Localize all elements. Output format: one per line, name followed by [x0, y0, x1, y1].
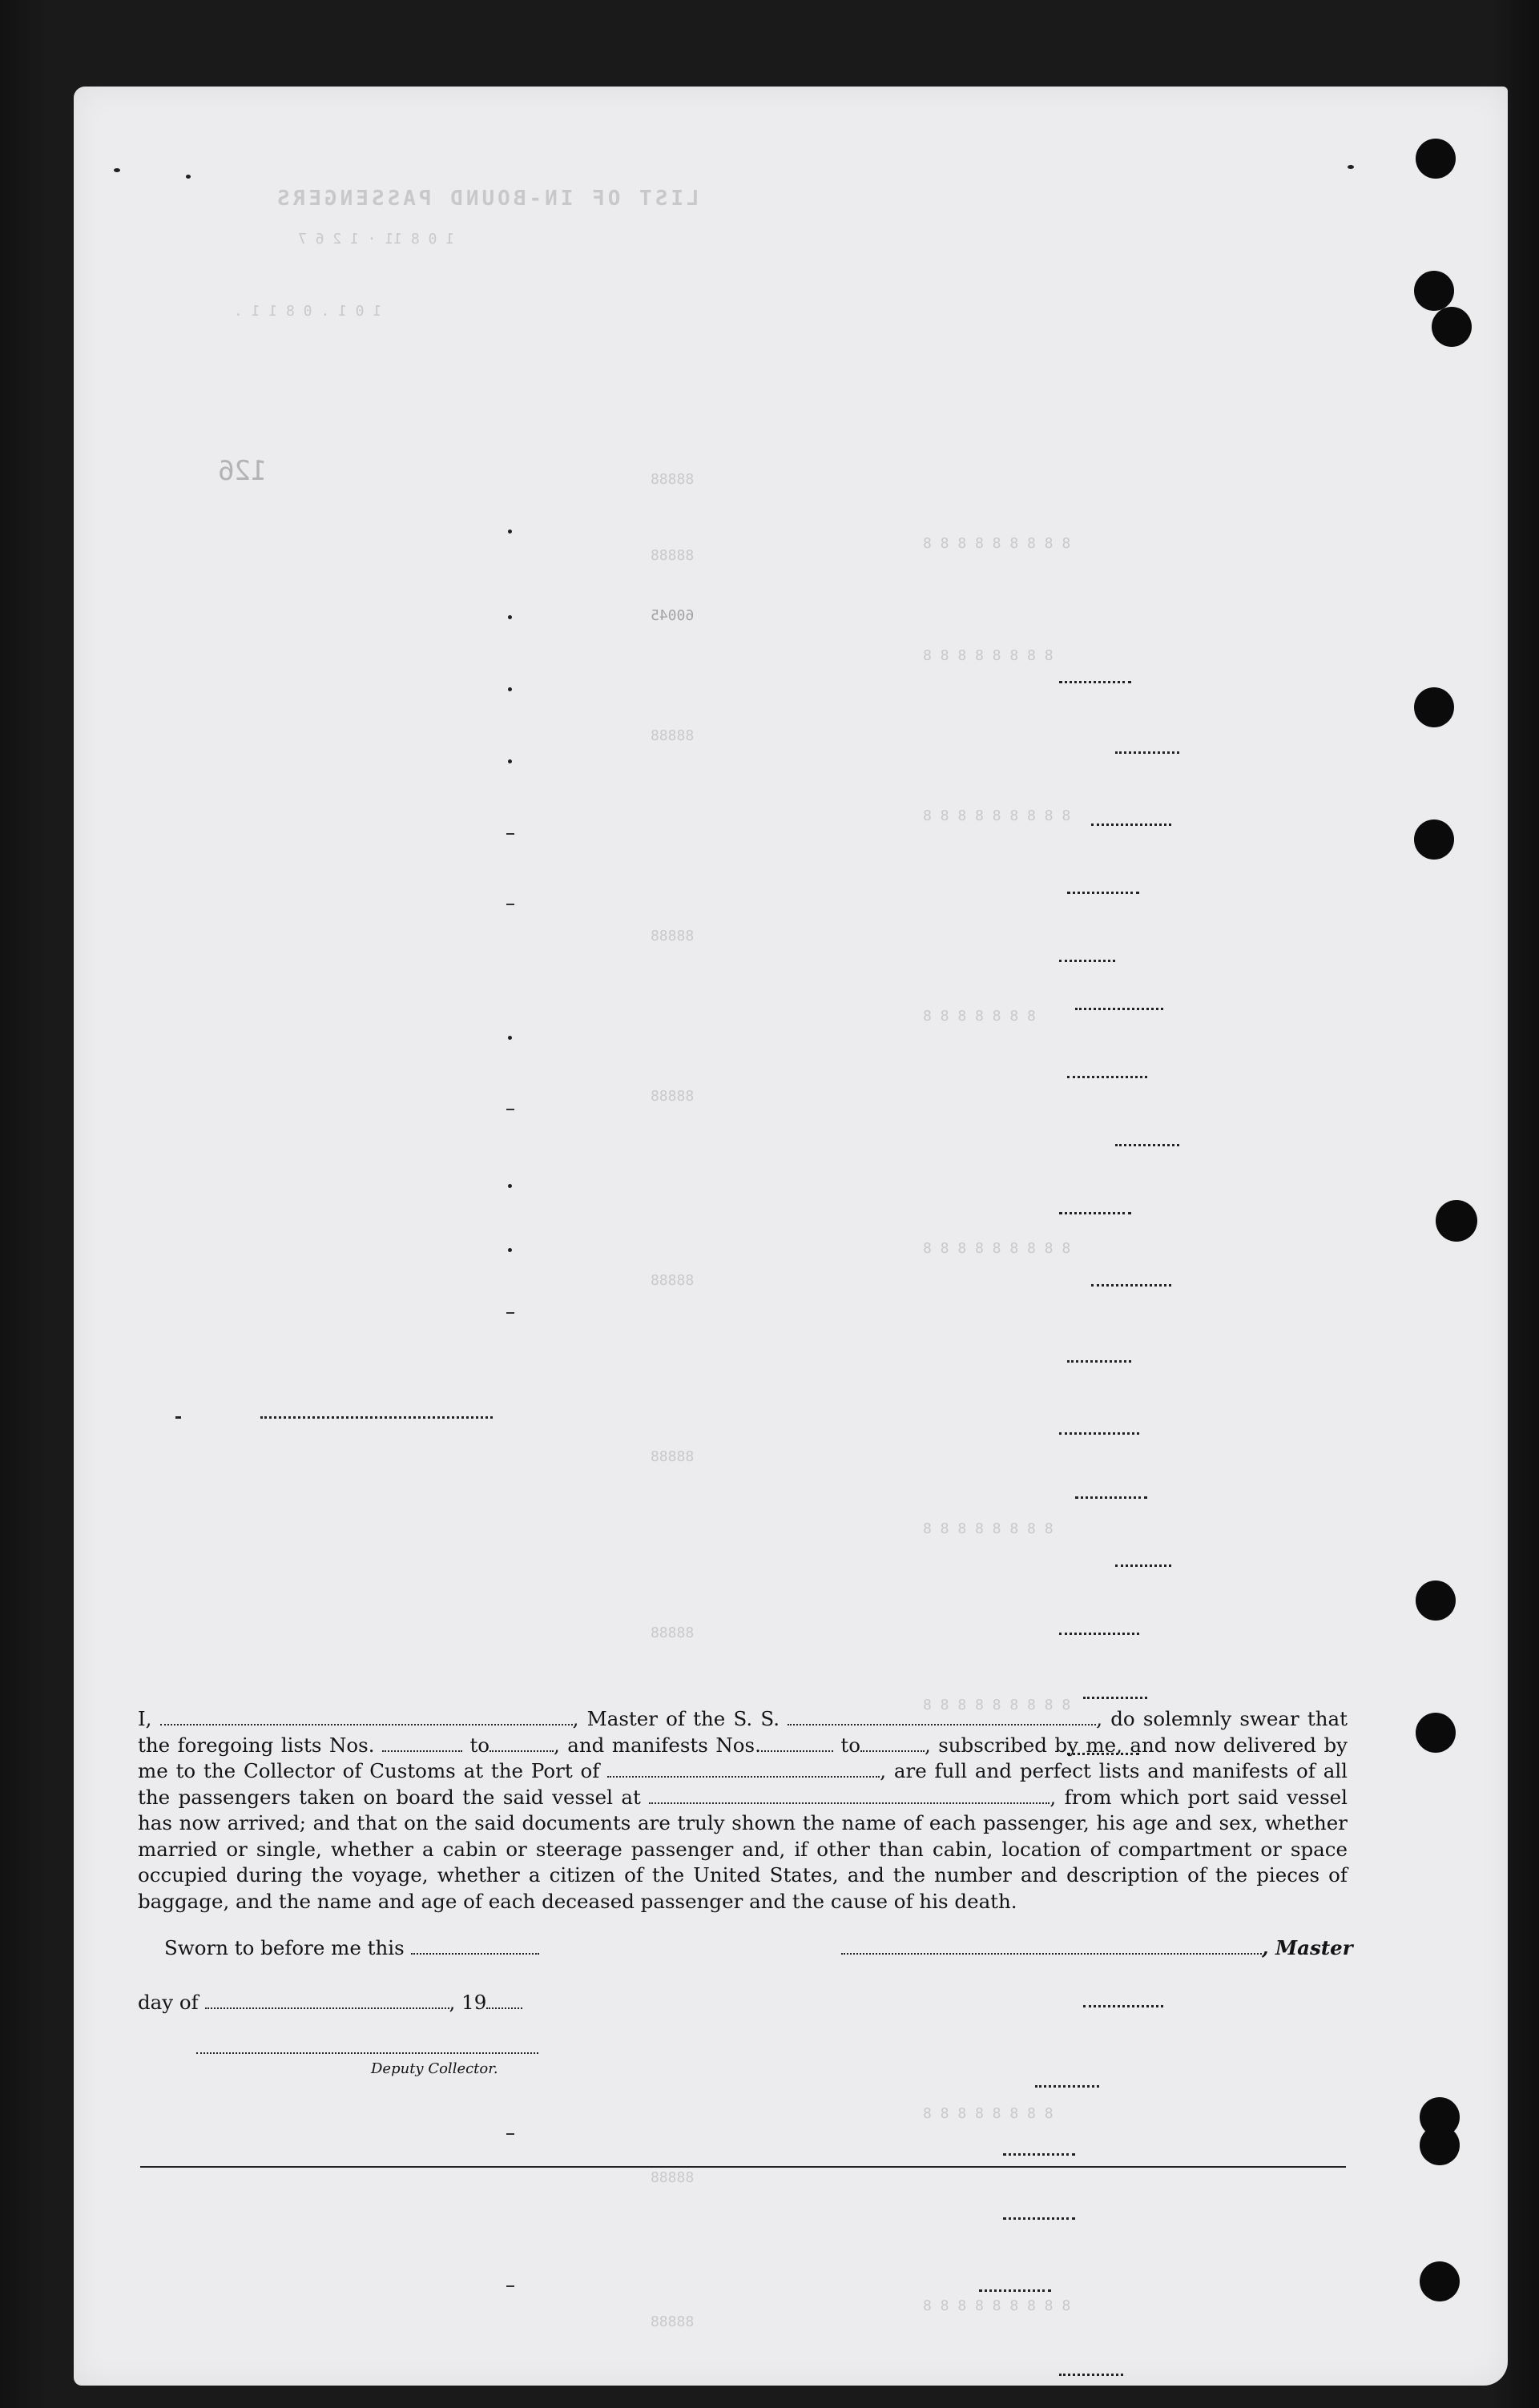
- ghost-entry: 8 8 8 8 8 8 8 8 8: [923, 1240, 1071, 1257]
- manifest-page: [74, 87, 1508, 2386]
- oath-text: I,: [138, 1707, 152, 1730]
- dot-mark: [508, 1184, 512, 1188]
- fleck: [114, 168, 120, 172]
- punch-hole: [1416, 1713, 1456, 1753]
- dot-cluster: [1059, 681, 1131, 683]
- list-to-blank: [489, 1736, 554, 1752]
- dot-mark: [175, 1416, 180, 1419]
- punch-hole: [1420, 2261, 1460, 2301]
- dot-mark: [508, 1248, 512, 1252]
- oath-text: , subscribed by me, and now delivered by me to the Collector of Customs at the Port of: [138, 1733, 1348, 1782]
- dot-cluster: [1003, 2153, 1075, 2156]
- port-blank: [607, 1762, 880, 1778]
- dash-mark: [506, 2285, 514, 2287]
- dot-cluster: [1091, 1284, 1171, 1287]
- deputy-signature-blank: [196, 2052, 538, 2054]
- ghost-line: 1 0 8 11 · 1 2 6 7: [298, 231, 455, 248]
- oath-text: , do solemnly swear that the foregoing lists Nos.: [138, 1707, 1348, 1757]
- oath-text: , Master of the S. S.: [572, 1707, 780, 1730]
- oath-text: to: [469, 1733, 490, 1757]
- dot-cluster: [1083, 2005, 1163, 2007]
- dot-cluster: [1035, 2085, 1099, 2088]
- ghost-entry: 8 8 8 8 8 8 8: [923, 1008, 1036, 1025]
- punch-hole: [1414, 819, 1454, 860]
- ghost-line: 1 0 1 . 0 8 1 1 .: [234, 303, 382, 320]
- ghost-number: 126: [218, 455, 268, 487]
- ghost-entry: 88888: [651, 2169, 695, 2186]
- dot-cluster: [979, 2289, 1051, 2292]
- dot-mark: [508, 615, 512, 619]
- dot-cluster: [1059, 2374, 1123, 2376]
- sworn-label: Sworn to before me this: [164, 1936, 405, 1959]
- dotted-leader: [260, 1416, 493, 1419]
- master-signature-blank: [841, 1939, 1262, 1955]
- ghost-entry: 8 8 8 8 8 8 8 8: [923, 2105, 1054, 2122]
- year-blank: [486, 1993, 522, 2009]
- punch-hole: [1414, 271, 1454, 311]
- ghost-entry: 88888: [651, 1272, 695, 1289]
- punch-hole: [1414, 687, 1454, 727]
- fleck: [186, 175, 191, 179]
- dash-mark: [506, 1312, 514, 1314]
- punch-hole: [1416, 139, 1456, 179]
- dot-cluster: [1003, 2217, 1075, 2220]
- dot-cluster: [1115, 751, 1179, 754]
- dash-mark: [506, 833, 514, 835]
- embark-port-blank: [649, 1788, 1050, 1804]
- ghost-entry: 88888: [651, 1448, 695, 1465]
- dash-mark: [506, 2133, 514, 2135]
- master-name-blank: [160, 1709, 573, 1725]
- ghost-entry: 88888: [651, 1625, 695, 1641]
- dot-cluster: [1075, 1496, 1147, 1499]
- dot-mark: [508, 687, 512, 691]
- ship-name-blank: [788, 1709, 1096, 1725]
- master-label: , Master: [1262, 1936, 1353, 1959]
- dot-cluster: [1059, 960, 1115, 962]
- dot-mark: [508, 530, 512, 534]
- dot-cluster: [1067, 1360, 1131, 1363]
- dot-cluster: [1091, 823, 1171, 826]
- ghost-entry: 88888: [651, 727, 695, 744]
- list-from-blank: [382, 1736, 462, 1752]
- dot-cluster: [1083, 1697, 1147, 1699]
- ghost-entry: 88888: [651, 2313, 695, 2330]
- ghost-code: 60045: [651, 607, 695, 624]
- day-of-label: day of: [138, 1991, 199, 2014]
- manifest-to-blank: [860, 1736, 925, 1752]
- dot-cluster: [1059, 1633, 1139, 1635]
- oath-text: to: [840, 1733, 860, 1757]
- sworn-row: [164, 1936, 539, 1959]
- ghost-entry: 88888: [651, 928, 695, 944]
- oath-text: , and manifests Nos.: [554, 1733, 761, 1757]
- punch-hole: [1432, 307, 1472, 347]
- dot-cluster: [1115, 1564, 1171, 1567]
- ghost-entry: 88888: [651, 471, 695, 488]
- ghost-entry: 88888: [651, 547, 695, 564]
- dash-mark: [506, 1109, 514, 1110]
- ghost-entry: 8 8 8 8 8 8 8 8: [923, 647, 1054, 664]
- ghost-entry: 8 8 8 8 8 8 8 8: [923, 1520, 1054, 1537]
- bottom-rule: [140, 2166, 1346, 2168]
- dot-mark: [508, 1036, 512, 1040]
- ghost-entry: 88888: [651, 1088, 695, 1105]
- ghost-entry: 8 8 8 8 8 8 8 8 8: [923, 807, 1071, 824]
- dot-mark: [508, 759, 512, 763]
- dot-cluster: [1059, 1212, 1131, 1214]
- ghost-entry: 8 8 8 8 8 8 8 8 8: [923, 1697, 1071, 1713]
- dot-cluster: [1059, 1432, 1139, 1435]
- day-of-row: [138, 1991, 522, 2014]
- month-blank: [205, 1993, 449, 2009]
- dot-cluster: [1075, 1008, 1163, 1010]
- deputy-label: Deputy Collector.: [371, 2060, 498, 2077]
- year-label: , 19: [449, 1991, 487, 2014]
- master-signature-row: [841, 1936, 1353, 1959]
- oath-text: , are full and perfect lists and manifests of all the passengers taken on board the said vessel at: [138, 1759, 1348, 1809]
- ghost-title: LIST OF IN-BOUND PASSENGERS: [274, 187, 699, 211]
- ghost-entry: 8 8 8 8 8 8 8 8 8: [923, 535, 1071, 552]
- punch-hole: [1420, 2125, 1460, 2165]
- dot-cluster: [1067, 1076, 1147, 1078]
- dot-cluster: [1115, 1144, 1179, 1146]
- punch-hole: [1416, 1581, 1456, 1621]
- oath-text: , from which port said vessel has now arrived; and that on the said documents are truly shown the name of each passenger, his age and sex, whether married or single, whether a cabin or steerage passenger and, if other than cabin, location of compartment or space occupied during the voyage, whether a citizen of the United States, and the number and description of the pieces of baggage, and the name and age of each deceased passenger and the cause of his death.: [138, 1785, 1348, 1913]
- sworn-day-blank: [411, 1939, 539, 1955]
- punch-hole: [1436, 1200, 1477, 1242]
- fleck: [1348, 165, 1354, 169]
- masters-oath: [138, 1706, 1348, 1915]
- dash-mark: [506, 904, 514, 905]
- ghost-entry: 8 8 8 8 8 8 8 8 8: [923, 2297, 1071, 2314]
- dot-cluster: [1067, 892, 1139, 894]
- manifest-from-blank: [761, 1736, 833, 1752]
